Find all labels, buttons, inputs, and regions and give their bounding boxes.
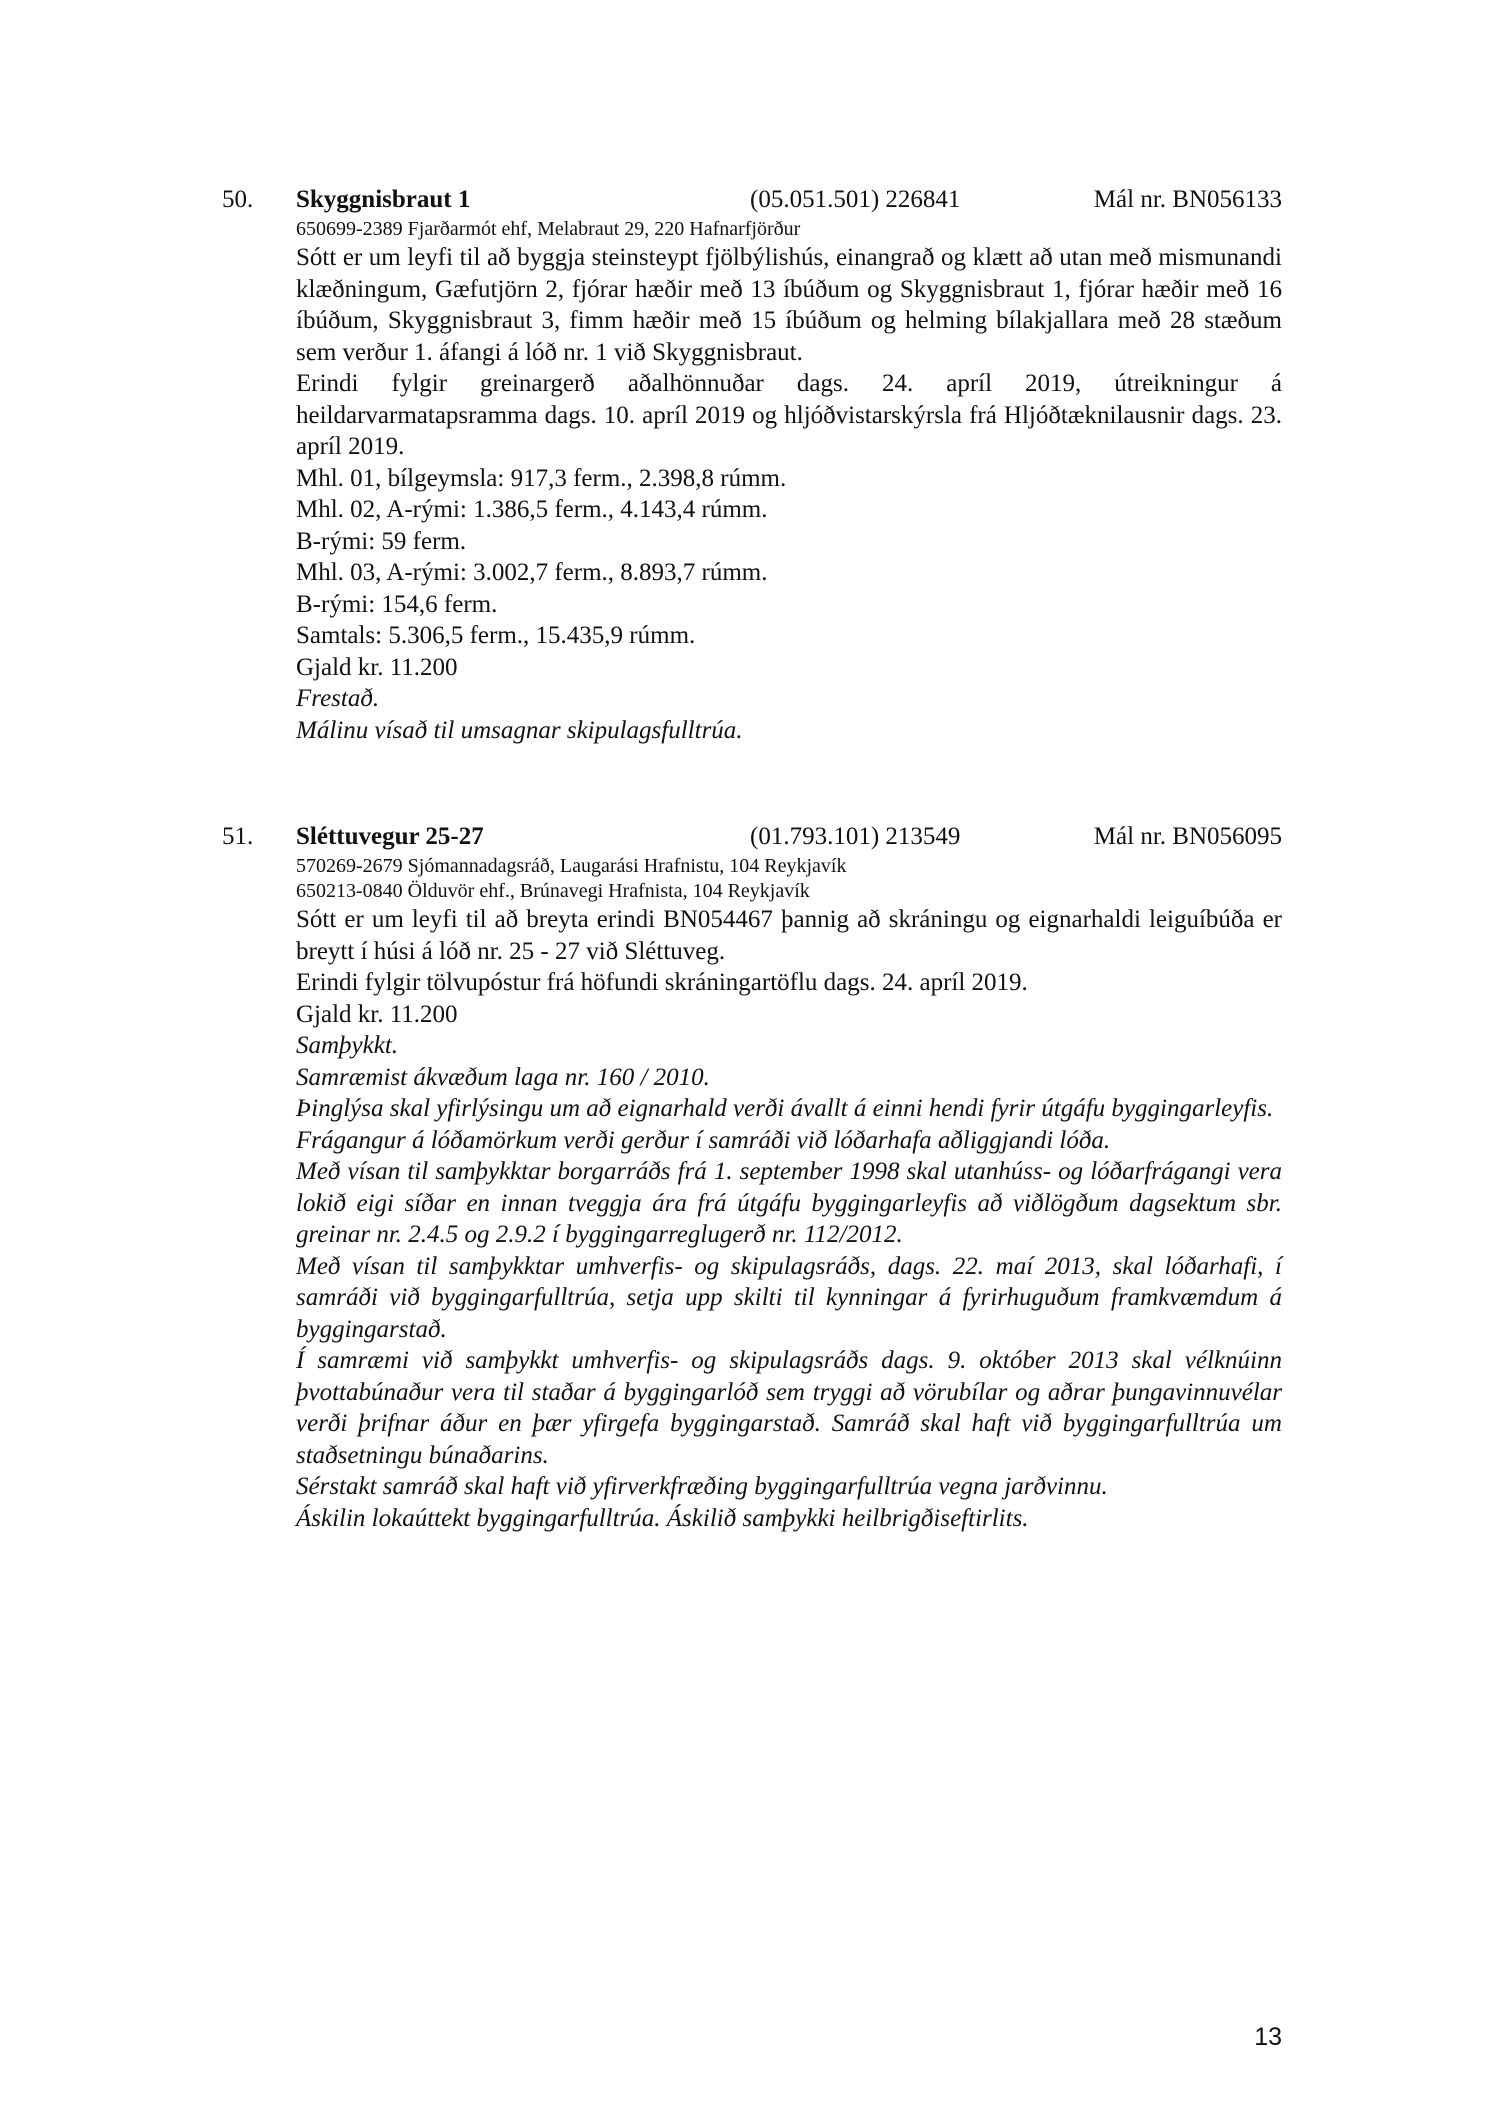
case-body — [296, 217, 1282, 746]
page-number: 13 — [1254, 2023, 1282, 2051]
decision-line: Frestað. — [296, 685, 380, 712]
applicant: 570269-2679 Sjómannadagsráð, Laugarási Hrafnistu, 104 Reykjavík — [296, 855, 847, 877]
case-50 — [222, 185, 1282, 746]
applicant: 650699-2389 Fjarðarmót ehf, Melabraut 29, 220 Hafnarfjörður — [296, 218, 801, 240]
property-code: (01.793.101) 213549 — [750, 823, 961, 850]
area-line: Mhl. 01, bílgeymsla: 917,3 ferm., 2.398,8 rúmm. — [296, 464, 787, 492]
area-line: B-rými: 59 ferm. — [296, 527, 467, 555]
area-line: Mhl. 02, A-rými: 1.386,5 ferm., 4.143,4 rúmm. — [296, 496, 768, 523]
case-title: Sléttuvegur 25-27 — [296, 823, 484, 850]
case-description: Sótt er um leyfi til að breyta erindi BN054467 þannig að skráningu og eignarhaldi leiguíbúða er breytt í húsi á lóð nr. 25 - 27 við Sléttuveg. — [296, 906, 1282, 965]
area-line: Samtals: 5.306,5 ferm., 15.435,9 rúmm. — [296, 622, 696, 649]
condition-line: Í samræmi við samþykkt umhverfis- og skipulagsráðs dags. 9. október 2013 skal vélknúinn þvottabúnaður vera til staðar á byggingarlóð sem tryggi að vörubílar og aðrar þungavinnuvélar verði þrifnar áður en þær yfirgefa byggingarstað. Samráð skal haft við byggingarfulltrúa um staðsetningu búnaðarins. — [296, 1347, 1282, 1469]
case-51 — [222, 822, 1282, 1534]
case-header — [222, 822, 1282, 852]
condition-line: Með vísan til samþykktar borgarráðs frá 1. september 1998 skal utanhúss- og lóðarfrágangi vera lokið eigi síðar en innan tveggja ára frá útgáfu byggingarleyfis að viðlögðum dagsektum sbr. greinar nr. 2.4.5 og 2.9.2 í byggingarreglugerð nr. 112/2012. — [296, 1158, 1282, 1248]
case-reference: Mál nr. BN056133 — [1093, 186, 1282, 213]
case-description: Sótt er um leyfi til að byggja steinsteypt fjölbýlishús, einangrað og klætt að utan með mismunandi klæðningum, Gæfutjörn 2, fjórar hæðir með 13 íbúðum og Skyggnisbraut 1, fjórar hæðir með 16 íbúðum, Skyggnisbraut 3, fimm hæðir með 15 íbúðum og helming bílakjallara með 28 stæðum sem verður 1. áfangi á lóð nr. 1 við Skyggnisbraut. — [296, 244, 1282, 366]
condition-line: Þinglýsa skal yfirlýsingu um að eignarhald verði ávallt á einni hendi fyrir útgáfu byggingarleyfis. — [296, 1095, 1274, 1122]
area-line: Mhl. 03, A-rými: 3.002,7 ferm., 8.893,7 rúmm. — [296, 559, 768, 586]
case-header — [222, 185, 1282, 215]
condition-line: Sérstakt samráð skal haft við yfirverkfræðing byggingarfulltrúa vegna jarðvinnu. — [296, 1473, 1108, 1500]
condition-line: Áskilin lokaúttekt byggingarfulltrúa. Áskilið samþykki heilbrigðiseftirlits. — [296, 1504, 1029, 1532]
condition-line: Samræmist ákvæðum laga nr. 160 / 2010. — [296, 1063, 710, 1091]
condition-line: Frágangur á lóðamörkum verði gerður í samráði við lóðarhafa aðliggjandi lóða. — [296, 1126, 1111, 1154]
decision-line: Málinu vísað til umsagnar skipulagsfulltrúa. — [296, 716, 743, 744]
applicant: 650213-0840 Ölduvör ehf., Brúnavegi Hrafnista, 104 Reykjavík — [296, 880, 810, 902]
fee-line: Gjald kr. 11.200 — [296, 653, 458, 681]
case-reference: Mál nr. BN056095 — [1093, 823, 1282, 850]
case-number: 51. — [222, 823, 254, 850]
case-title: Skyggnisbraut 1 — [296, 186, 471, 213]
area-line: B-rými: 154,6 ferm. — [296, 590, 498, 618]
case-attachments: Erindi fylgir tölvupóstur frá höfundi skráningartöflu dags. 24. apríl 2019. — [296, 969, 1028, 996]
case-attachments: Erindi fylgir greinargerð aðalhönnuðar dags. 24. apríl 2019, útreikningur á heildarvarmatapsramma dags. 10. apríl 2019 og hljóðvistarskýrsla frá Hljóðtæknilausnir dags. 23. apríl 2019. — [296, 370, 1282, 460]
fee-line: Gjald kr. 11.200 — [296, 1000, 458, 1028]
case-body — [296, 854, 1282, 1534]
condition-line: Samþykkt. — [296, 1032, 399, 1059]
condition-line: Með vísan til samþykktar umhverfis- og skipulagsráðs, dags. 22. maí 2013, skal lóðarhafi, í samráði við byggingarfulltrúa, setja upp skilti til kynningar á fyrirhuguðum framkvæmdum á byggingarstað. — [296, 1252, 1282, 1343]
property-code: (05.051.501) 226841 — [750, 186, 961, 213]
case-number: 50. — [222, 186, 254, 213]
